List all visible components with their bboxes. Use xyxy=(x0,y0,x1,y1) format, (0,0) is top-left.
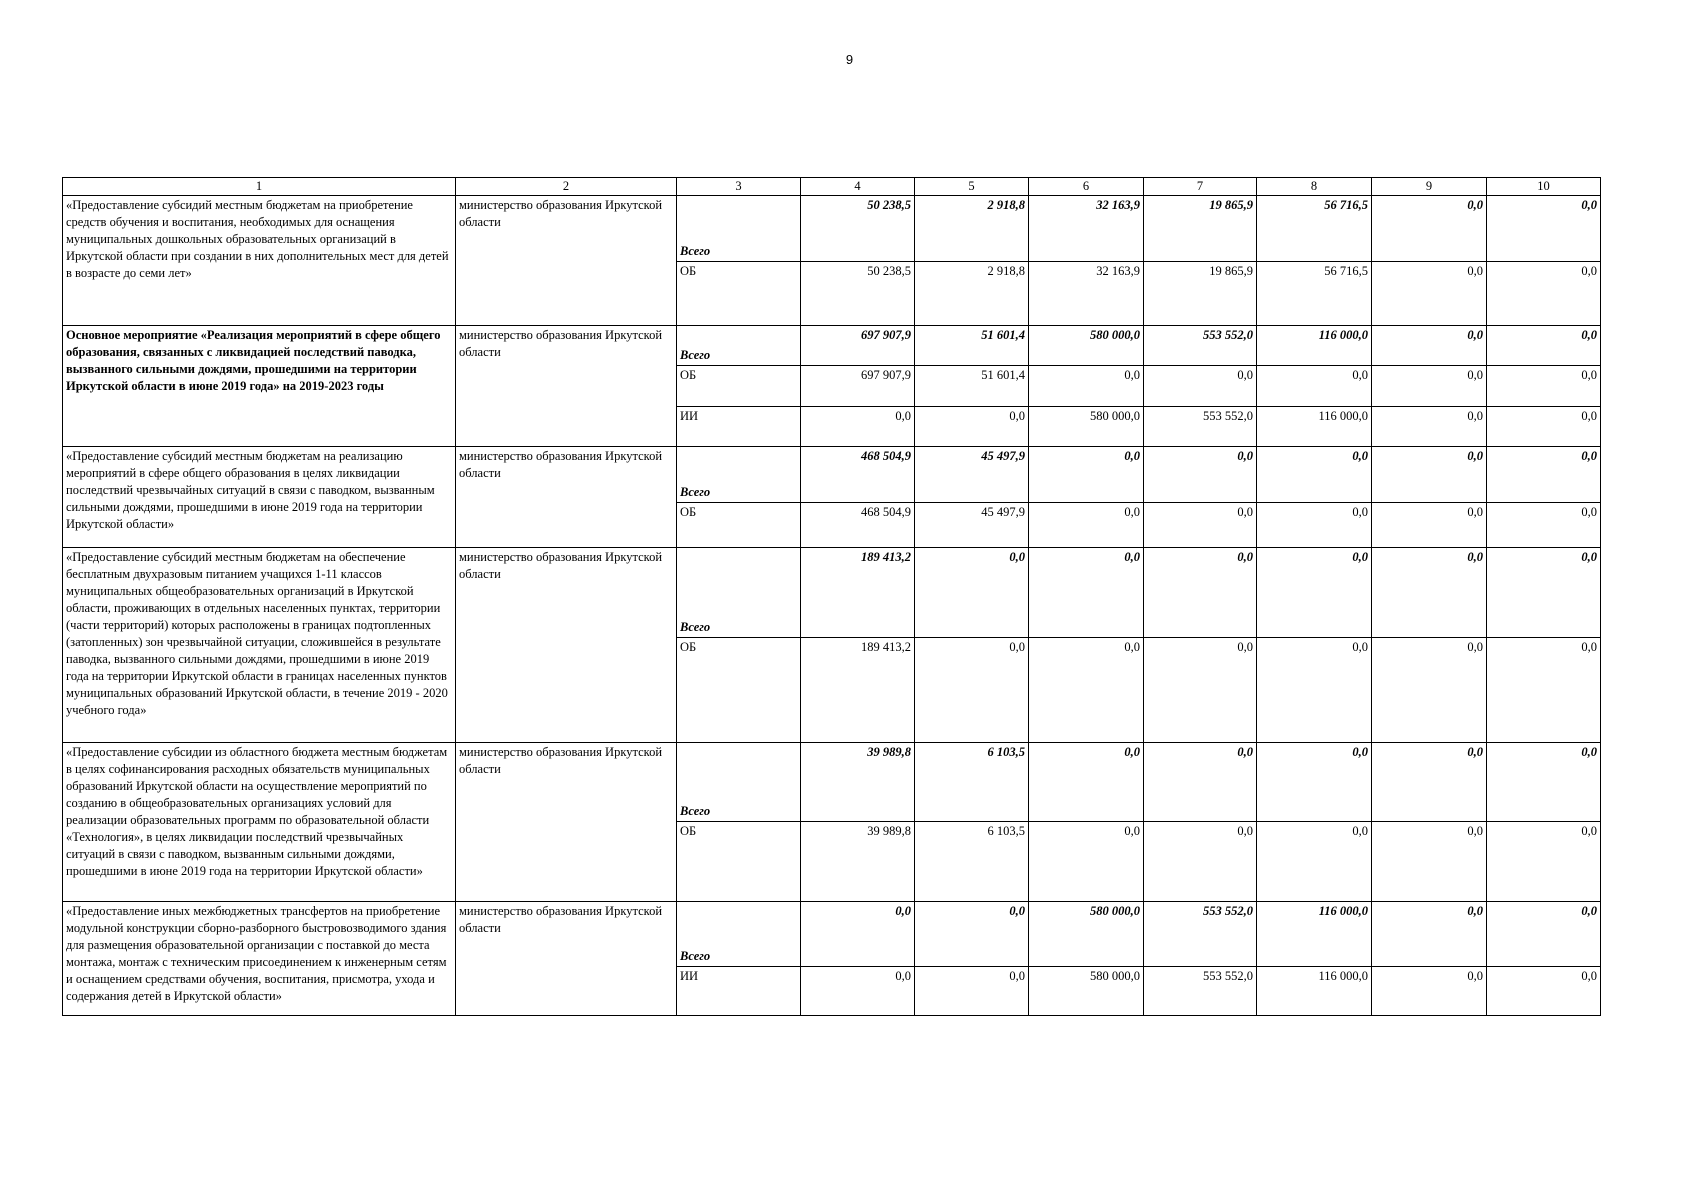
amount-cell: 2 918,8 xyxy=(915,262,1029,326)
amount-cell: 0,0 xyxy=(1372,262,1487,326)
amount-cell: 580 000,0 xyxy=(1029,967,1144,1016)
amount-cell: 0,0 xyxy=(1257,743,1372,822)
amount-cell: 0,0 xyxy=(1029,743,1144,822)
amount-cell: 0,0 xyxy=(1487,366,1601,407)
funding-source: ОБ xyxy=(677,638,801,743)
amount-cell: 580 000,0 xyxy=(1029,407,1144,447)
amount-cell: 0,0 xyxy=(1144,503,1257,548)
funding-source: ОБ xyxy=(677,822,801,902)
column-number-7: 7 xyxy=(1144,178,1257,196)
amount-cell: 0,0 xyxy=(1144,743,1257,822)
amount-cell: 0,0 xyxy=(1487,503,1601,548)
budget-table xyxy=(62,177,1601,1016)
amount-cell: 0,0 xyxy=(1372,407,1487,447)
funding-source: Всего xyxy=(677,447,801,503)
amount-cell: 468 504,9 xyxy=(801,503,915,548)
responsible-department: министерство образования Иркутской области xyxy=(456,548,677,743)
amount-cell: 6 103,5 xyxy=(915,822,1029,902)
amount-cell: 0,0 xyxy=(1372,822,1487,902)
measure-description: «Предоставление субсидий местным бюджетам на приобретение средств обучения и воспитания, необходимых для оснащения муниципальных дошкольных образовательных организаций в Иркутской области при создании в них дополнительных мест для детей в возрасте до семи лет» xyxy=(63,196,456,326)
amount-cell: 45 497,9 xyxy=(915,447,1029,503)
amount-cell: 0,0 xyxy=(1257,822,1372,902)
column-number-6: 6 xyxy=(1029,178,1144,196)
amount-cell: 0,0 xyxy=(1487,743,1601,822)
amount-cell: 116 000,0 xyxy=(1257,407,1372,447)
amount-cell: 0,0 xyxy=(801,967,915,1016)
amount-cell: 0,0 xyxy=(1372,967,1487,1016)
amount-cell: 0,0 xyxy=(1029,366,1144,407)
amount-cell: 0,0 xyxy=(801,902,915,967)
funding-source: Всего xyxy=(677,743,801,822)
amount-cell: 0,0 xyxy=(915,407,1029,447)
amount-cell: 0,0 xyxy=(1372,196,1487,262)
page-number: 9 xyxy=(845,52,854,67)
amount-cell: 39 989,8 xyxy=(801,822,915,902)
amount-cell: 50 238,5 xyxy=(801,196,915,262)
amount-cell: 0,0 xyxy=(1372,743,1487,822)
column-number-10: 10 xyxy=(1487,178,1601,196)
amount-cell: 0,0 xyxy=(1257,638,1372,743)
amount-cell: 2 918,8 xyxy=(915,196,1029,262)
amount-cell: 51 601,4 xyxy=(915,366,1029,407)
amount-cell: 0,0 xyxy=(1372,503,1487,548)
amount-cell: 45 497,9 xyxy=(915,503,1029,548)
amount-cell: 0,0 xyxy=(1144,638,1257,743)
amount-cell: 0,0 xyxy=(915,967,1029,1016)
amount-cell: 6 103,5 xyxy=(915,743,1029,822)
amount-cell: 0,0 xyxy=(1487,548,1601,638)
column-number-9: 9 xyxy=(1372,178,1487,196)
amount-cell: 553 552,0 xyxy=(1144,326,1257,366)
column-number-8: 8 xyxy=(1257,178,1372,196)
amount-cell: 32 163,9 xyxy=(1029,262,1144,326)
amount-cell: 0,0 xyxy=(1144,548,1257,638)
amount-cell: 0,0 xyxy=(1257,503,1372,548)
column-number-3: 3 xyxy=(677,178,801,196)
amount-cell: 51 601,4 xyxy=(915,326,1029,366)
responsible-department: министерство образования Иркутской области xyxy=(456,743,677,902)
amount-cell: 0,0 xyxy=(1257,447,1372,503)
amount-cell: 50 238,5 xyxy=(801,262,915,326)
measure-description: «Предоставление субсидии из областного бюджета местным бюджетам в целях софинансирования расходных обязательств муниципальных образований Иркутской области на осуществление мероприятий по созданию в общеобразовательных организациях условий для реализации образовательных программ по образовательной области «Технология», в целях ликвидации последствий чрезвычайных ситуаций в связи с паводком, вызванным сильными дождями, прошедшими в июне 2019 года на территории Иркутской области» xyxy=(63,743,456,902)
amount-cell: 0,0 xyxy=(1487,447,1601,503)
amount-cell: 116 000,0 xyxy=(1257,902,1372,967)
amount-cell: 0,0 xyxy=(1029,548,1144,638)
funding-source: ОБ xyxy=(677,262,801,326)
amount-cell: 39 989,8 xyxy=(801,743,915,822)
amount-cell: 0,0 xyxy=(1029,503,1144,548)
amount-cell: 0,0 xyxy=(1372,326,1487,366)
column-number-row xyxy=(63,178,1601,196)
measure-description: «Предоставление субсидий местным бюджетам на обеспечение бесплатным двухразовым питанием учащихся 1-11 классов муниципальных общеобразовательных организаций в Иркутской области, проживающих в отдельных населенных пунктах, территории (части территорий) которых расположены в границах подтопленных (затопленных) зон чрезвычайной ситуации, сложившейся в результате паводка, вызванного сильными дождями, прошедшими в июне 2019 года на территории Иркутской области в границах населенных пунктов муниципальных образований Иркутской области, в течение 2019 - 2020 учебного года» xyxy=(63,548,456,743)
amount-cell: 19 865,9 xyxy=(1144,262,1257,326)
measure-description: Основное мероприятие «Реализация мероприятий в сфере общего образования, связанных с ликвидацией последствий паводка, вызванного сильными дождями, прошедшими на территории Иркутской области в июне 2019 года» на 2019-2023 годы xyxy=(63,326,456,447)
funding-source: ОБ xyxy=(677,366,801,407)
amount-cell: 0,0 xyxy=(801,407,915,447)
table-row-total xyxy=(63,902,1601,967)
amount-cell: 0,0 xyxy=(1372,366,1487,407)
column-number-5: 5 xyxy=(915,178,1029,196)
amount-cell: 0,0 xyxy=(1029,638,1144,743)
amount-cell: 0,0 xyxy=(1257,366,1372,407)
amount-cell: 0,0 xyxy=(1144,822,1257,902)
amount-cell: 0,0 xyxy=(1029,447,1144,503)
amount-cell: 19 865,9 xyxy=(1144,196,1257,262)
amount-cell: 0,0 xyxy=(915,638,1029,743)
responsible-department: министерство образования Иркутской области xyxy=(456,196,677,326)
amount-cell: 0,0 xyxy=(1372,902,1487,967)
funding-source: Всего xyxy=(677,548,801,638)
funding-source: ИИ xyxy=(677,407,801,447)
column-number-4: 4 xyxy=(801,178,915,196)
funding-source: Всего xyxy=(677,326,801,366)
amount-cell: 553 552,0 xyxy=(1144,407,1257,447)
amount-cell: 0,0 xyxy=(1487,262,1601,326)
amount-cell: 0,0 xyxy=(1487,326,1601,366)
responsible-department: министерство образования Иркутской области xyxy=(456,447,677,548)
table-row-total xyxy=(63,326,1601,366)
amount-cell: 580 000,0 xyxy=(1029,326,1144,366)
amount-cell: 468 504,9 xyxy=(801,447,915,503)
amount-cell: 189 413,2 xyxy=(801,638,915,743)
table-row-total xyxy=(63,743,1601,822)
column-number-2: 2 xyxy=(456,178,677,196)
amount-cell: 0,0 xyxy=(1487,407,1601,447)
amount-cell: 0,0 xyxy=(1487,196,1601,262)
amount-cell: 0,0 xyxy=(1257,548,1372,638)
table-row-total xyxy=(63,196,1601,262)
amount-cell: 32 163,9 xyxy=(1029,196,1144,262)
amount-cell: 697 907,9 xyxy=(801,366,915,407)
amount-cell: 580 000,0 xyxy=(1029,902,1144,967)
responsible-department: министерство образования Иркутской области xyxy=(456,902,677,1016)
amount-cell: 0,0 xyxy=(1487,967,1601,1016)
amount-cell: 0,0 xyxy=(1372,447,1487,503)
amount-cell: 0,0 xyxy=(1144,366,1257,407)
table-row-total xyxy=(63,548,1601,638)
amount-cell: 116 000,0 xyxy=(1257,967,1372,1016)
measure-description: «Предоставление иных межбюджетных трансфертов на приобретение модульной конструкции сборно-разборного быстровозводимого здания для размещения образовательной организации с поставкой до места монтажа, монтаж с техническим присоединением к инженерным сетям и оснащением средствами обучения, воспитания, присмотра, ухода и содержания детей в Иркутской области» xyxy=(63,902,456,1016)
amount-cell: 116 000,0 xyxy=(1257,326,1372,366)
amount-cell: 0,0 xyxy=(915,902,1029,967)
table-body xyxy=(63,178,1601,1016)
funding-source: ОБ xyxy=(677,503,801,548)
amount-cell: 0,0 xyxy=(1487,822,1601,902)
responsible-department: министерство образования Иркутской области xyxy=(456,326,677,447)
column-number-1: 1 xyxy=(63,178,456,196)
amount-cell: 56 716,5 xyxy=(1257,196,1372,262)
measure-description: «Предоставление субсидий местным бюджетам на реализацию мероприятий в сфере общего образования в целях ликвидации последствий чрезвычайных ситуаций в связи с паводком, вызванным сильными дождями, прошедшими в июне 2019 года на территории Иркутской области» xyxy=(63,447,456,548)
amount-cell: 0,0 xyxy=(1372,548,1487,638)
amount-cell: 697 907,9 xyxy=(801,326,915,366)
amount-cell: 189 413,2 xyxy=(801,548,915,638)
funding-source: ИИ xyxy=(677,967,801,1016)
funding-source: Всего xyxy=(677,902,801,967)
amount-cell: 0,0 xyxy=(1487,902,1601,967)
amount-cell: 0,0 xyxy=(1487,638,1601,743)
table-row-total xyxy=(63,447,1601,503)
amount-cell: 0,0 xyxy=(1029,822,1144,902)
amount-cell: 0,0 xyxy=(1372,638,1487,743)
amount-cell: 553 552,0 xyxy=(1144,967,1257,1016)
amount-cell: 553 552,0 xyxy=(1144,902,1257,967)
funding-source: Всего xyxy=(677,196,801,262)
amount-cell: 0,0 xyxy=(1144,447,1257,503)
amount-cell: 0,0 xyxy=(915,548,1029,638)
amount-cell: 56 716,5 xyxy=(1257,262,1372,326)
